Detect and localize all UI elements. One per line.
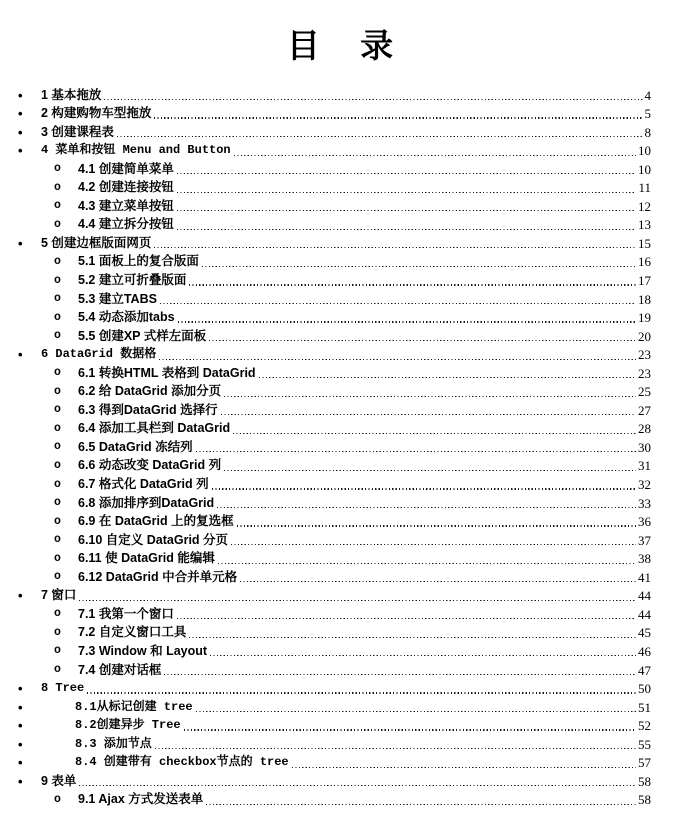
dot-leader (224, 396, 636, 397)
dot-leader (178, 321, 636, 322)
toc-entry-label: 5.4 动态添加tabs (78, 310, 175, 325)
circle-bullet-icon: o (54, 384, 61, 398)
dot-leader (202, 266, 636, 267)
circle-bullet-icon: o (54, 496, 61, 510)
dot-leader (104, 99, 642, 100)
dot-leader (259, 377, 636, 378)
toc-entry[interactable] (0, 697, 651, 716)
toc-entry[interactable] (0, 308, 651, 327)
disc-bullet-icon: • (18, 718, 23, 734)
dot-leader (240, 581, 636, 582)
page-number: 33 (638, 495, 651, 511)
dot-leader (154, 117, 642, 118)
page-number: 45 (638, 625, 651, 641)
page-number: 11 (638, 180, 651, 196)
toc-entry[interactable] (0, 400, 651, 419)
page-title: 目 录 (286, 29, 396, 65)
dot-leader (234, 155, 636, 156)
toc-entry-label: 4 菜单和按钮 Menu and Button (41, 143, 231, 158)
toc-entry-label: 7.3 Window 和 Layout (78, 643, 208, 658)
disc-bullet-icon: • (18, 699, 23, 715)
page-number: 20 (638, 328, 651, 344)
toc-entry-label: 6 DataGrid 数据格 (41, 347, 157, 362)
toc-entry-label: 7 窗口 (41, 588, 77, 603)
dot-leader (177, 229, 636, 230)
dot-leader (177, 173, 636, 174)
dot-leader (221, 414, 636, 415)
circle-bullet-icon: o (54, 533, 61, 547)
dot-leader (79, 785, 636, 786)
toc-entry[interactable] (0, 623, 651, 642)
toc-entry-label: 6.12 DataGrid 中合并单元格 (78, 569, 238, 584)
toc-entry-label: 8 Tree (41, 681, 85, 696)
toc-entry[interactable] (0, 660, 651, 679)
page-number: 23 (638, 347, 651, 363)
page-number: 5 (644, 106, 651, 122)
toc-entry[interactable] (0, 159, 651, 178)
toc-entry-label: 9.1 Ajax 方式发送表单 (78, 792, 204, 807)
page-number: 12 (638, 198, 651, 214)
toc-entry[interactable] (0, 178, 651, 197)
dot-leader (218, 563, 636, 564)
toc-entry-label: 5.5 创建XP 式样左面板 (78, 328, 207, 343)
toc-entry-label: 4.1 创建简单菜单 (78, 161, 174, 176)
toc-entry-label: 3 创建课程表 (41, 124, 114, 139)
disc-bullet-icon: • (18, 143, 23, 159)
page-number: 51 (638, 699, 651, 715)
toc-entry[interactable] (0, 215, 651, 234)
page-number: 58 (638, 792, 651, 808)
page-number: 15 (638, 235, 651, 251)
dot-leader (159, 359, 636, 360)
toc-entry-label: 2 构建购物车型拖放 (41, 106, 152, 121)
dot-leader (155, 748, 636, 749)
page-number: 55 (638, 736, 651, 752)
circle-bullet-icon: o (54, 514, 61, 528)
toc-entry[interactable] (0, 85, 651, 104)
circle-bullet-icon: o (54, 403, 61, 417)
toc-entry[interactable] (0, 493, 651, 512)
page-number: 37 (638, 532, 651, 548)
toc-entry-label: 6.10 自定义 DataGrid 分页 (78, 532, 229, 547)
toc-entry-label: 5.1 面板上的复合版面 (78, 254, 199, 269)
toc-entry[interactable] (0, 753, 651, 772)
toc-entry-label: 4.3 建立菜单按钮 (78, 198, 174, 213)
toc-entry[interactable] (0, 419, 651, 438)
circle-bullet-icon: o (54, 273, 61, 287)
page-number: 58 (638, 773, 651, 789)
dot-leader (206, 804, 636, 805)
toc-entry[interactable] (0, 122, 651, 141)
toc-entry[interactable] (0, 716, 651, 735)
page-number: 36 (638, 514, 651, 530)
dot-leader (210, 655, 636, 656)
toc-entry[interactable] (0, 141, 651, 160)
circle-bullet-icon: o (54, 458, 61, 472)
circle-bullet-icon: o (54, 440, 61, 454)
toc-entry[interactable] (0, 456, 651, 475)
dot-leader (212, 488, 636, 489)
page-number: 19 (638, 310, 651, 326)
toc-entry[interactable] (0, 734, 651, 753)
disc-bullet-icon: • (18, 124, 23, 140)
page-number: 41 (638, 569, 651, 585)
toc-entry[interactable] (0, 790, 651, 809)
toc-entry[interactable] (0, 270, 651, 289)
toc-entry-label: 5.3 建立TABS (78, 291, 157, 306)
disc-bullet-icon: • (18, 755, 23, 771)
toc-entry-label: 8.3 添加节点 (75, 736, 152, 751)
toc-entry-label: 4.4 建立拆分按钮 (78, 217, 174, 232)
toc-entry[interactable] (0, 363, 651, 382)
toc-entry[interactable] (0, 771, 651, 790)
disc-bullet-icon: • (18, 87, 23, 103)
toc-entry[interactable] (0, 512, 651, 531)
circle-bullet-icon: o (54, 329, 61, 343)
toc-entry-label: 4.2 创建连接按钮 (78, 180, 174, 195)
toc-entry[interactable] (0, 474, 651, 493)
toc-entry[interactable] (0, 326, 651, 345)
circle-bullet-icon: o (54, 644, 61, 658)
toc-entry-label: 6.4 添加工具栏到 DataGrid (78, 421, 231, 436)
dot-leader (154, 247, 636, 248)
toc-entry-label: 6.6 动态改变 DataGrid 列 (78, 458, 222, 473)
circle-bullet-icon: o (54, 625, 61, 639)
dot-leader (164, 674, 636, 675)
circle-bullet-icon: o (54, 663, 61, 676)
page-number: 28 (638, 421, 651, 437)
dot-leader (117, 136, 643, 137)
toc-entry-label: 7.2 自定义窗口工具 (78, 625, 187, 640)
circle-bullet-icon: o (54, 199, 61, 213)
toc-entry-label: 7.1 我第一个窗口 (78, 606, 174, 621)
circle-bullet-icon: o (54, 366, 61, 380)
dot-leader (196, 451, 636, 452)
page-number: 16 (638, 254, 651, 270)
disc-bullet-icon: • (18, 681, 23, 697)
circle-bullet-icon: o (54, 792, 61, 806)
toc-entry[interactable] (0, 641, 651, 660)
dot-leader (184, 729, 636, 730)
toc-entry[interactable] (0, 549, 651, 568)
page-number: 38 (638, 551, 651, 567)
toc-entry-label: 6.3 得到DataGrid 选择行 (78, 402, 218, 417)
dot-leader (209, 340, 636, 341)
page-number: 25 (638, 384, 651, 400)
dot-leader (217, 507, 636, 508)
page-number: 44 (638, 588, 651, 604)
dot-leader (189, 637, 636, 638)
dot-leader (189, 284, 636, 285)
circle-bullet-icon: o (54, 217, 61, 231)
page-number: 31 (638, 458, 651, 474)
dot-leader (87, 692, 636, 693)
toc-entry-label: 6.1 转换HTML 表格到 DataGrid (78, 365, 256, 380)
toc-list (0, 85, 651, 808)
circle-bullet-icon: o (54, 570, 61, 584)
disc-bullet-icon: • (18, 106, 23, 122)
toc-entry[interactable] (0, 679, 651, 698)
toc-entry-label: 8.2创建异步 Tree (75, 718, 181, 733)
toc-entry-label: 5.2 建立可折叠版面 (78, 273, 187, 288)
toc-entry[interactable] (0, 289, 651, 308)
toc-entry-label: 8.4 创建带有 checkbox节点的 tree (75, 755, 289, 770)
circle-bullet-icon: o (54, 607, 61, 621)
circle-bullet-icon: o (54, 421, 61, 435)
page-number: 44 (638, 606, 651, 622)
page-number: 32 (638, 477, 651, 493)
page-number: 10 (638, 143, 651, 159)
toc-entry[interactable] (0, 196, 651, 215)
circle-bullet-icon: o (54, 292, 61, 306)
dot-leader (231, 544, 636, 545)
circle-bullet-icon: o (54, 551, 61, 565)
page-number: 46 (638, 643, 651, 659)
toc-entry-label: 6.2 给 DataGrid 添加分页 (78, 384, 222, 399)
toc-entry-label: 5 创建边框版面网页 (41, 235, 152, 250)
toc-entry[interactable] (0, 233, 651, 252)
disc-bullet-icon: • (18, 736, 23, 752)
toc-entry[interactable] (0, 252, 651, 271)
toc-entry-label: 6.7 格式化 DataGrid 列 (78, 477, 209, 492)
page-number: 8 (644, 124, 651, 140)
toc-entry-label: 6.9 在 DataGrid 上的复选框 (78, 514, 234, 529)
page-number: 52 (638, 718, 651, 734)
dot-leader (177, 618, 636, 619)
page-number: 23 (638, 365, 651, 381)
dot-leader (177, 192, 637, 193)
dot-leader (79, 600, 636, 601)
circle-bullet-icon: o (54, 254, 61, 268)
page-number: 18 (638, 291, 651, 307)
dot-leader (237, 525, 636, 526)
circle-bullet-icon: o (54, 310, 61, 324)
disc-bullet-icon: • (18, 588, 23, 604)
page-number: 30 (638, 439, 651, 455)
page-number: 4 (644, 87, 651, 103)
toc-entry[interactable] (0, 567, 651, 586)
toc-entry-label: 8.1从标记创建 tree (75, 699, 193, 714)
page-number: 27 (638, 402, 651, 418)
page-number: 57 (638, 755, 651, 771)
toc-entry[interactable] (0, 382, 651, 401)
disc-bullet-icon: • (18, 347, 23, 363)
toc-entry-label: 6.8 添加排序到DataGrid (78, 495, 215, 510)
page-number: 50 (638, 681, 651, 697)
dot-leader (292, 767, 636, 768)
toc-entry[interactable] (0, 604, 651, 623)
dot-leader (224, 470, 636, 471)
dot-leader (233, 433, 636, 434)
dot-leader (160, 303, 636, 304)
toc-entry[interactable] (0, 530, 651, 549)
toc-entry-label: 6.5 DataGrid 冻结列 (78, 439, 193, 454)
toc-entry-label: 7.4 创建对话框 (78, 662, 162, 677)
toc-entry-label: 1 基本拖放 (41, 87, 102, 102)
circle-bullet-icon: o (54, 477, 61, 491)
disc-bullet-icon: • (18, 773, 23, 789)
circle-bullet-icon: o (54, 180, 61, 194)
toc-entry[interactable] (0, 437, 651, 456)
page-number: 47 (638, 662, 651, 678)
dot-leader (177, 210, 636, 211)
disc-bullet-icon: • (18, 235, 23, 251)
toc-entry[interactable] (0, 104, 651, 123)
toc-entry[interactable] (0, 586, 651, 605)
page-number: 17 (638, 273, 651, 289)
page-number: 10 (638, 161, 651, 177)
page-number: 13 (638, 217, 651, 233)
dot-leader (196, 711, 636, 712)
circle-bullet-icon: o (54, 162, 61, 176)
toc-entry[interactable] (0, 345, 651, 364)
toc-entry-label: 6.11 使 DataGrid 能编辑 (78, 551, 215, 566)
toc-entry-label: 9 表单 (41, 773, 77, 788)
